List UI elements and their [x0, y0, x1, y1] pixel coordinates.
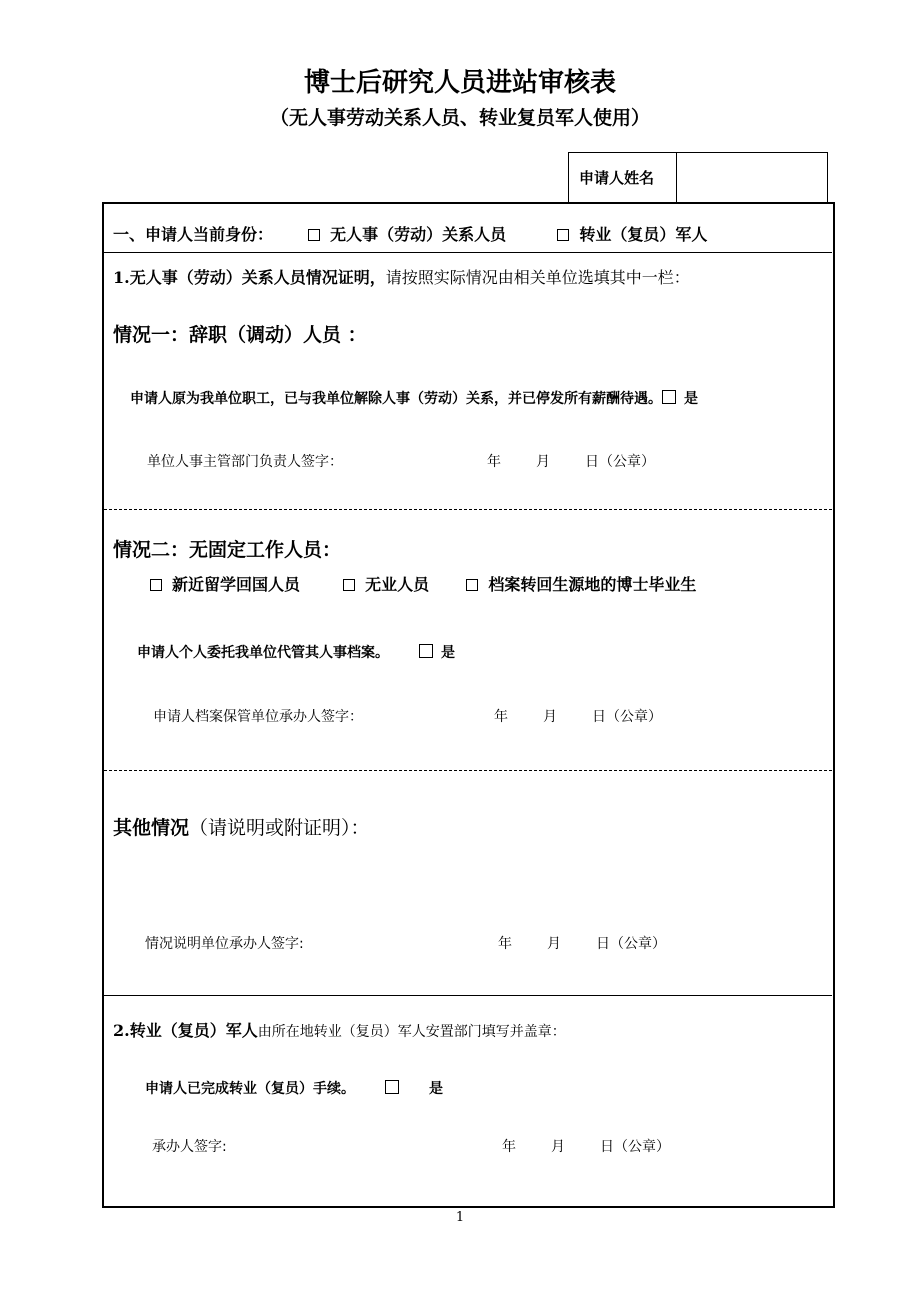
checkbox-section2-yes[interactable]: [385, 1080, 399, 1094]
section2-statement: 申请人已完成转业（复员）手续。: [145, 1081, 355, 1097]
section1-heading-bold: 1.无人事（劳动）关系人员情况证明，: [113, 268, 386, 287]
case2-statement: 申请人个人委托我单位代管其人事档案。: [137, 645, 389, 661]
checkbox-case1-yes[interactable]: [662, 390, 676, 404]
identity-option-no-relation: 无人事（劳动）关系人员: [330, 225, 507, 244]
identity-row: [113, 222, 707, 245]
section2-signature: 承办人签字:: [152, 1139, 227, 1155]
case2-option-returnee: 新近留学回国人员: [172, 575, 301, 594]
checkbox-graduate[interactable]: [466, 579, 478, 591]
divider-identity: [104, 252, 832, 253]
identity-label: 一、申请人当前身份：: [113, 225, 274, 244]
form-frame: [102, 202, 835, 1208]
applicant-name-label: 申请人姓名: [569, 153, 677, 203]
page-number: 1: [455, 1210, 465, 1225]
section2-day-seal: 日（公章）: [600, 1139, 670, 1155]
case2-option-graduate: 档案转回生源地的博士毕业生: [488, 575, 697, 594]
case1-yes-label: 是: [684, 391, 698, 407]
divider-case1: [104, 509, 832, 510]
section2-year: 年: [502, 1139, 516, 1155]
case2-options-row: [150, 572, 696, 595]
case1-signature: 单位人事主管部门负责人签字：: [147, 454, 343, 470]
other-year: 年: [498, 936, 512, 952]
case2-statement-row: [137, 642, 455, 662]
divider-other: [104, 995, 832, 996]
checkbox-no-relation[interactable]: [308, 229, 320, 241]
applicant-name-box: [568, 152, 828, 202]
case2-signature: 申请人档案保管单位承办人签字：: [153, 709, 363, 725]
checkbox-case2-yes[interactable]: [419, 644, 433, 658]
applicant-name-field[interactable]: [677, 153, 827, 203]
case1-day-seal: 日（公章）: [585, 454, 655, 470]
case1-title: 情况一：辞职（调动）人员 ：: [113, 324, 367, 346]
section1-heading-note: 请按照实际情况由相关单位选填其中一栏：: [385, 268, 690, 287]
other-title-bold: 其他情况: [113, 817, 190, 839]
other-title-note: （请说明或附证明）：: [189, 817, 370, 839]
case2-yes-label: 是: [441, 645, 455, 661]
other-day-seal: 日（公章）: [596, 936, 666, 952]
case2-day-seal: 日（公章）: [592, 709, 662, 725]
case2-option-unemployed: 无业人员: [365, 575, 430, 594]
section2-yes-label: 是: [429, 1081, 443, 1097]
section2-statement-row: [145, 1078, 443, 1098]
section2-heading-note: 由所在地转业（复员）军人安置部门填写并盖章：: [257, 1024, 566, 1040]
case1-statement: 申请人原为我单位职工，已与我单位解除人事（劳动）关系，并已停发所有薪酬待遇。: [130, 391, 662, 407]
case1-year: 年: [487, 454, 501, 470]
checkbox-returnee[interactable]: [150, 579, 162, 591]
divider-case2: [104, 770, 832, 771]
case2-title: 情况二：无固定工作人员：: [113, 539, 342, 561]
case1-month: 月: [536, 454, 550, 470]
checkbox-unemployed[interactable]: [343, 579, 355, 591]
other-month: 月: [547, 936, 561, 952]
section2-month: 月: [551, 1139, 565, 1155]
section2-heading: [113, 1018, 566, 1041]
case2-month: 月: [543, 709, 557, 725]
form-subtitle: （无人事劳动关系人员、转业复员军人使用）: [269, 107, 650, 129]
section1-heading: [113, 265, 690, 288]
other-title: [113, 813, 370, 840]
other-signature: 情况说明单位承办人签字:: [145, 936, 304, 952]
identity-option-veteran: 转业（复员）军人: [579, 225, 708, 244]
checkbox-veteran[interactable]: [557, 229, 569, 241]
case1-statement-row: [130, 388, 698, 408]
case2-year: 年: [494, 709, 508, 725]
section2-heading-bold: 2.转业（复员）军人: [113, 1021, 258, 1040]
form-title: 博士后研究人员进站审核表: [303, 68, 616, 98]
